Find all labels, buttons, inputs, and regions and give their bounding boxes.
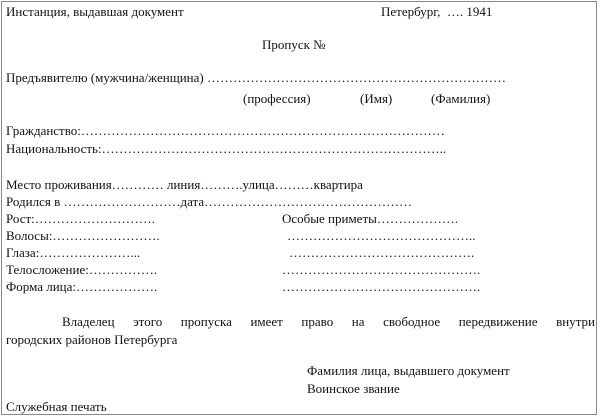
features-dots-4: ………………………………………. <box>282 279 481 294</box>
hair-field: Волосы:……………………. <box>6 228 160 243</box>
special-features-field: Особые приметы………………. <box>282 211 459 226</box>
features-dots-3: ………………………………………. <box>282 262 481 277</box>
place-date: Петербург, …. 1941 <box>381 4 493 19</box>
statement-line-2: городских районов Петербурга <box>6 332 178 347</box>
signatory-label: Фамилия лица, выдавшего документ <box>307 363 510 378</box>
profession-caption: (профессия) <box>243 91 311 106</box>
nationality-field: Национальность:…………………………………………………………………….. <box>6 141 447 156</box>
height-field: Рост:………………………. <box>6 211 156 226</box>
document-title: Пропуск № <box>262 37 326 52</box>
build-field: Телосложение:……………. <box>6 262 158 277</box>
eyes-field: Глаза:…………………... <box>6 245 141 260</box>
face-shape-field: Форма лица:………………. <box>6 279 158 294</box>
features-dots-2: ……………………………………. <box>289 245 475 260</box>
surname-caption: (Фамилия) <box>431 91 491 106</box>
bearer-line: Предъявителю (мужчина/женщина) …………………………………………………………… <box>6 70 506 85</box>
seal-label: Служебная печать <box>6 399 107 414</box>
name-caption: (Имя) <box>360 91 393 106</box>
issuer-label: Инстанция, выдавшая документ <box>6 4 184 19</box>
features-dots-1: …………………………………….. <box>287 228 476 243</box>
rank-label: Воинское звание <box>307 381 400 396</box>
birth-field: Родился в ………………………дата………………………………………… <box>6 194 413 209</box>
residence-field: Место проживания………… линия……….улица………квартира <box>6 177 363 192</box>
citizenship-field: Гражданство:………………………………………………………………………… <box>6 123 445 138</box>
statement-line-1: Владелец этого пропуска имеет право на свободное передвижение внутри <box>62 314 595 329</box>
